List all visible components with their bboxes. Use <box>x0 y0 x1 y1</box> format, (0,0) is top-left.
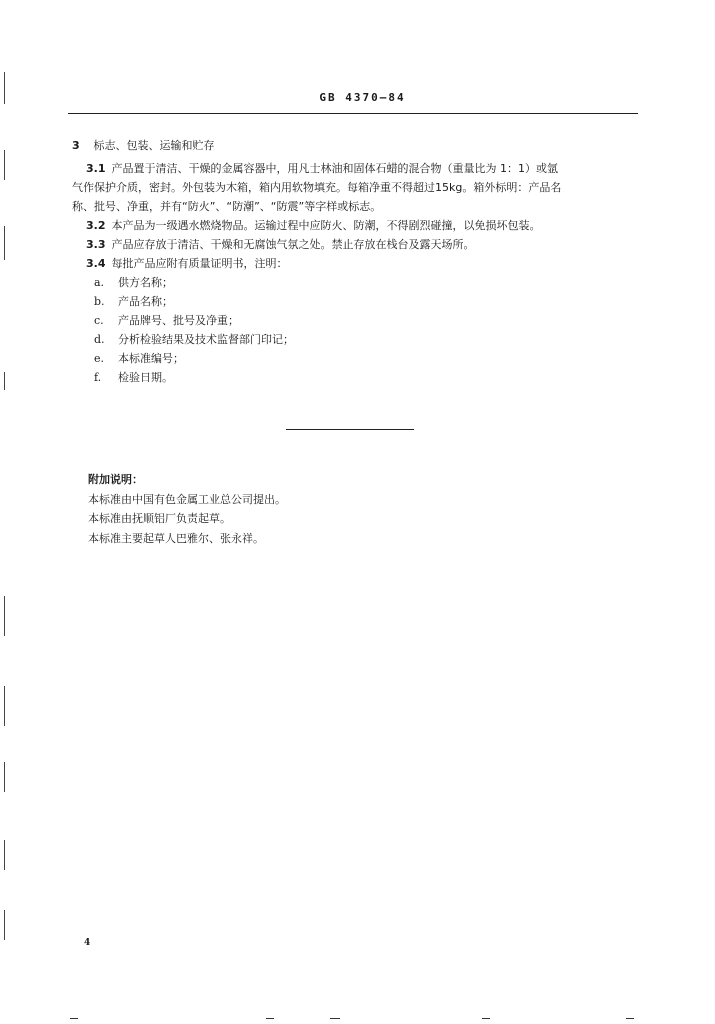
scan-artifact <box>330 1018 340 1019</box>
clause-number: 3.2 <box>86 219 106 232</box>
appendix-line: 本标准主要起草人巴雅尔、张永祥。 <box>88 531 264 545</box>
scan-artifact <box>4 226 5 260</box>
header-rule <box>68 113 638 114</box>
appendix-title: 附加说明： <box>88 473 143 486</box>
clause-text: 称、批号、净重，并有“防火”、“防潮”、“防震”等字样或标志。 <box>72 200 382 213</box>
clause-3-1 <box>72 159 634 216</box>
standard-code: GB 4370—84 <box>319 91 406 104</box>
clause-text: 产品应存放于清洁、干燥和无腐蚀气氛之处。禁止存放在栈台及露天场所。 <box>111 238 475 251</box>
appendix-notes <box>88 470 286 548</box>
clause-text: 气作保护介质，密封。外包装为木箱，箱内用软物填充。每箱净重不得超过15kg。箱外标明：产品名 <box>72 181 562 194</box>
list-item: b. 产品名称； <box>94 295 173 308</box>
clause-3-2 <box>72 216 634 235</box>
section-number: 3 <box>72 139 80 152</box>
scan-artifact <box>4 596 5 636</box>
scan-artifact <box>4 762 5 792</box>
end-divider <box>286 429 414 430</box>
clause-number: 3.3 <box>86 238 106 251</box>
scan-artifact <box>4 686 5 726</box>
list-item: f. 检验日期。 <box>94 371 173 384</box>
scan-artifact <box>4 910 5 940</box>
clause-3-4 <box>72 254 634 273</box>
scan-artifact <box>626 1018 634 1019</box>
list-item: a. 供方名称； <box>94 276 173 289</box>
clause-text: 每批产品应附有质量证明书，注明： <box>111 257 288 270</box>
section-title: 标志、包装、运输和贮存 <box>93 139 215 152</box>
scan-artifact <box>4 150 5 180</box>
list-item: c. 产品牌号、批号及净重； <box>94 314 239 327</box>
list-item: d. 分析检验结果及技术监督部门印记； <box>94 333 294 346</box>
scan-artifact <box>482 1018 490 1019</box>
clause-text: 本产品为一级遇水燃烧物品。运输过程中应防火、防潮，不得剧烈碰撞，以免损坏包装。 <box>111 219 541 232</box>
main-content <box>72 136 634 387</box>
scan-artifact <box>266 1018 274 1019</box>
section-heading <box>72 136 634 155</box>
clause-number: 3.1 <box>86 162 106 175</box>
list-item: e. 本标准编号； <box>94 352 184 365</box>
appendix-line: 本标准由抚顺铝厂负责起草。 <box>88 512 231 525</box>
certificate-items <box>72 273 634 387</box>
scan-artifact <box>4 840 5 870</box>
page-number: 4 <box>84 938 91 948</box>
clause-number: 3.4 <box>86 257 106 270</box>
clause-text: 产品置于清洁、干燥的金属容器中，用凡士林油和固体石蜡的混合物（重量比为 1：1）或氩 <box>111 162 558 175</box>
scan-artifact <box>4 372 5 390</box>
appendix-line: 本标准由中国有色金属工业总公司提出。 <box>88 492 286 506</box>
clause-3-3 <box>72 235 634 254</box>
scan-artifact <box>70 1018 78 1019</box>
